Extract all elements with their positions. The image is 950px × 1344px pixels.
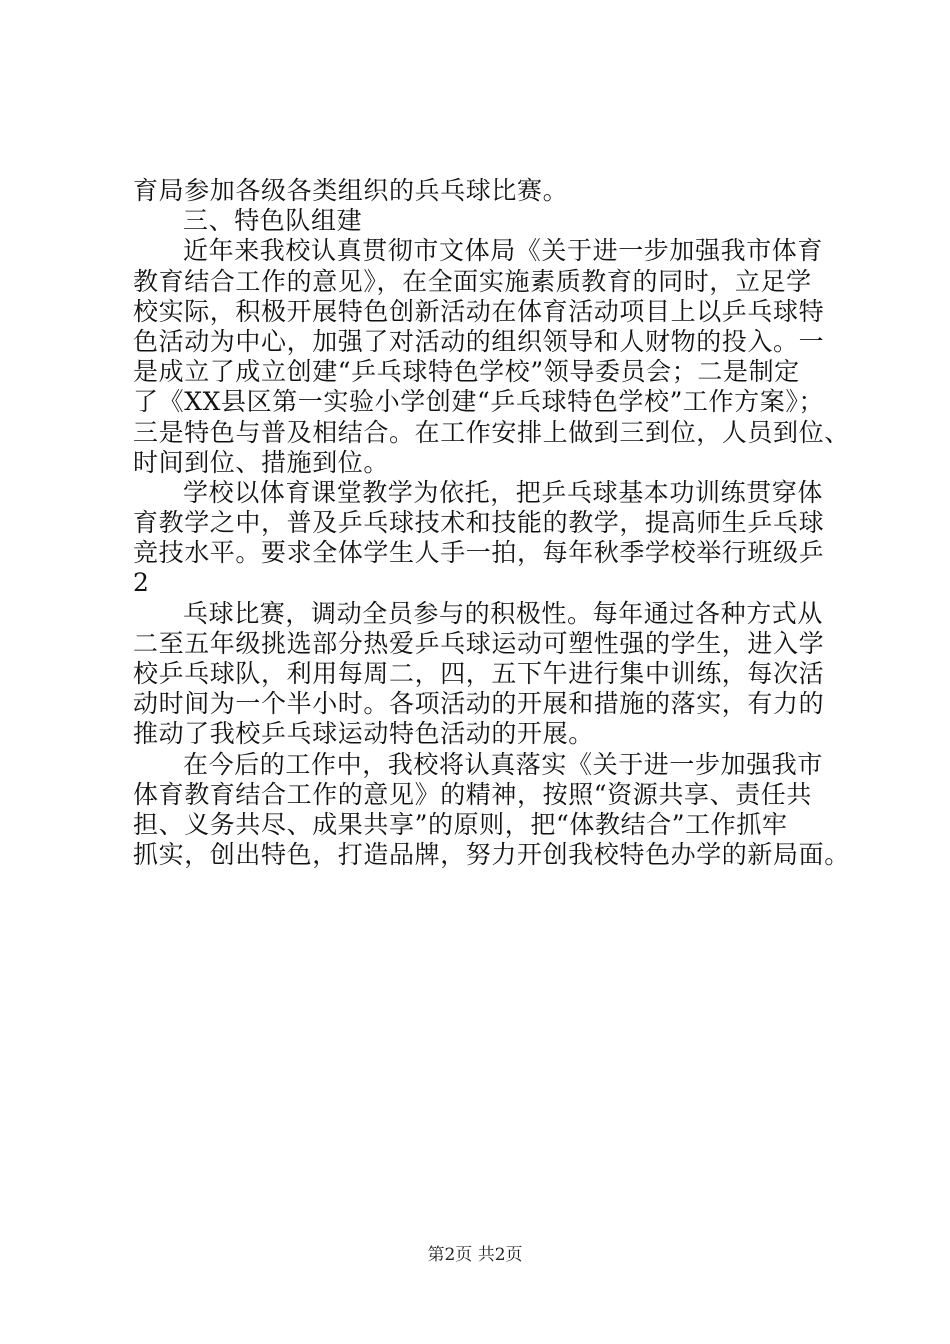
text-line: 教育结合工作的意见》，在全面实施素质教育的同时，立足学 xyxy=(133,266,812,296)
text-line: 竞技水平。要求全体学生人手一拍，每年秋季学校举行班级乒 xyxy=(133,538,825,568)
text-line: 乓球比赛，调动全员参与的积极性。每年通过各种方式从 xyxy=(183,598,824,628)
text-line: 色活动为中心，加强了对活动的组织领导和人财物的投入。一 xyxy=(133,326,825,356)
text-line: 二至五年级挑选部分热爱乒乓球运动可塑性强的学生，进入学 xyxy=(133,628,825,658)
text-line: 担、义务共尽、成果共享”的原则，把“体教结合”工作抓牢 xyxy=(133,809,788,839)
text-line: 了《XX县区第一实验小学创建“乒乓球特色学校”工作方案》； xyxy=(133,387,825,417)
text-line: 动时间为一个半小时。各项活动的开展和措施的落实，有力的 xyxy=(133,689,825,719)
text-line: 是成立了成立创建“乒乓球特色学校”领导委员会；二是制定 xyxy=(133,357,800,387)
text-line: 推动了我校乒乓球运动特色活动的开展。 xyxy=(133,719,594,749)
text-line: 三是特色与普及相结合。在工作安排上做到三到位，人员到位、 xyxy=(133,417,850,447)
text-line: 三、特色队组建 xyxy=(183,206,363,236)
text-line: 时间到位、措施到位。 xyxy=(133,447,390,477)
text-line: 体育教育结合工作的意见》的精神，按照“资源共享、责任共 xyxy=(133,779,812,809)
text-line: 近年来我校认真贯彻市文体局《关于进一步加强我市体育 xyxy=(183,236,824,266)
page-footer: 第2页 共2页 xyxy=(427,1245,523,1265)
text-line: 育教学之中，普及乒乓球技术和技能的教学，提高师生乒乓球 xyxy=(133,508,825,538)
text-line: 2 xyxy=(133,568,150,598)
text-line: 校乒乓球队，利用每周二，四，五下午进行集中训练，每次活 xyxy=(133,659,825,688)
text-line: 学校以体育课堂教学为依托，把乒乓球基本功训练贯穿体 xyxy=(183,477,824,507)
text-line: 在今后的工作中，我校将认真落实《关于进一步加强我市 xyxy=(183,749,824,779)
body-text xyxy=(133,176,850,870)
text-line: 校实际，积极开展特色创新活动在体育活动项目上以乒乓球特 xyxy=(133,296,825,326)
text-line: 育局参加各级各类组织的兵乓球比赛。 xyxy=(133,176,569,205)
text-line: 抓实，创出特色，打造品牌，努力开创我校特色办学的新局面。 xyxy=(133,840,850,870)
